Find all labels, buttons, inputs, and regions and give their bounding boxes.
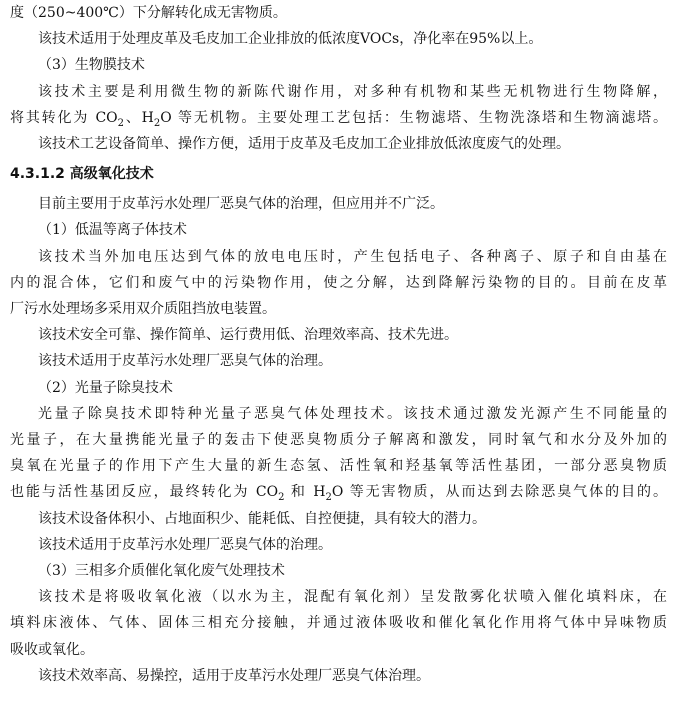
paragraph-line: 该技术设备体积小、占地面积少、能耗低、自控便捷，具有较大的潜力。 xyxy=(38,510,486,527)
paragraph-line: 将其转化为 $CO_2$、$H_2O$ 等无机物。主要处理工艺包括：生物滤塔、生物洗涤塔和生物滴滤塔。 xyxy=(10,109,667,129)
paragraph-line: 光量子，在大量携能光量子的轰击下使恶臭物质分子解离和激发，同时氧气和水分及外加的 xyxy=(10,432,667,449)
subsection-title: （3）生物膜技术 xyxy=(38,57,145,74)
paragraph-line: 内的混合体，它们和废气中的污染物作用，使之分解，达到降解污染物的目的。目前在皮革 xyxy=(10,274,667,291)
paragraph-line: 吸收或氧化。 xyxy=(10,641,94,658)
paragraph-line: 该技术效率高、易操控，适用于皮革污水处理厂恶臭气体治理。 xyxy=(38,667,430,684)
subsection-title: （3）三相多介质催化氧化废气处理技术 xyxy=(38,563,285,580)
paragraph-line: 臭氧在光量子的作用下产生大量的新生态氢、活性氧和羟基氧等活性基团，一部分恶臭物质 xyxy=(10,458,667,475)
paragraph-line: 该技术适用于皮革污水处理厂恶臭气体的治理。 xyxy=(38,353,332,370)
paragraph-line: 该技术是将吸收氧化液（以水为主，混配有氧化剂）呈发散雾化状喷入催化填料床，在 xyxy=(38,589,667,606)
paragraph-line: 该技术当外加电压达到气体的放电电压时，产生包括电子、各种离子、原子和自由基在 xyxy=(38,248,667,265)
paragraph-line: 光量子除臭技术即特种光量子恶臭气体处理技术。该技术通过激发光源产生不同能量的 xyxy=(38,405,667,422)
subsection-title: （2）光量子除臭技术 xyxy=(38,379,173,396)
paragraph-line: 该技术安全可靠、操作简单、运行费用低、治理效率高、技术先进。 xyxy=(38,327,458,344)
paragraph-line: 填料床液体、气体、固体三相充分接触，并通过液体吸收和催化氧化作用将气体中异味物质 xyxy=(10,615,667,632)
paragraph-line: 度（250~400℃）下分解转化成无害物质。 xyxy=(10,5,287,21)
paragraph-line: 该技术适用于皮革污水处理厂恶臭气体的治理。 xyxy=(38,536,332,553)
paragraph-line: 厂污水处理场多采用双介质阻挡放电装置。 xyxy=(10,301,276,318)
paragraph-line: 该技术工艺设备简单、操作方便，适用于皮革及毛皮加工企业排放低浓度废气的处理。 xyxy=(38,136,570,153)
paragraph-line: 该技术适用于处理皮革及毛皮加工企业排放的低浓度VOCs，净化率在95%以上。 xyxy=(38,31,543,48)
section-heading: 4.3.1.2 高级氧化技术 xyxy=(10,166,154,183)
paragraph-line: 也能与活性基团反应，最终转化为 $CO_2$ 和 $H_2O$ 等无害物质，从而达到去除恶臭气体的目的。 xyxy=(10,484,667,504)
paragraph-line: 该技术主要是利用微生物的新陈代谢作用，对多种有机物和某些无机物进行生物降解， xyxy=(38,83,667,100)
paragraph-line: 目前主要用于皮革污水处理厂恶臭气体的治理，但应用并不广泛。 xyxy=(38,196,444,213)
subsection-title: （1）低温等离子体技术 xyxy=(38,222,187,239)
